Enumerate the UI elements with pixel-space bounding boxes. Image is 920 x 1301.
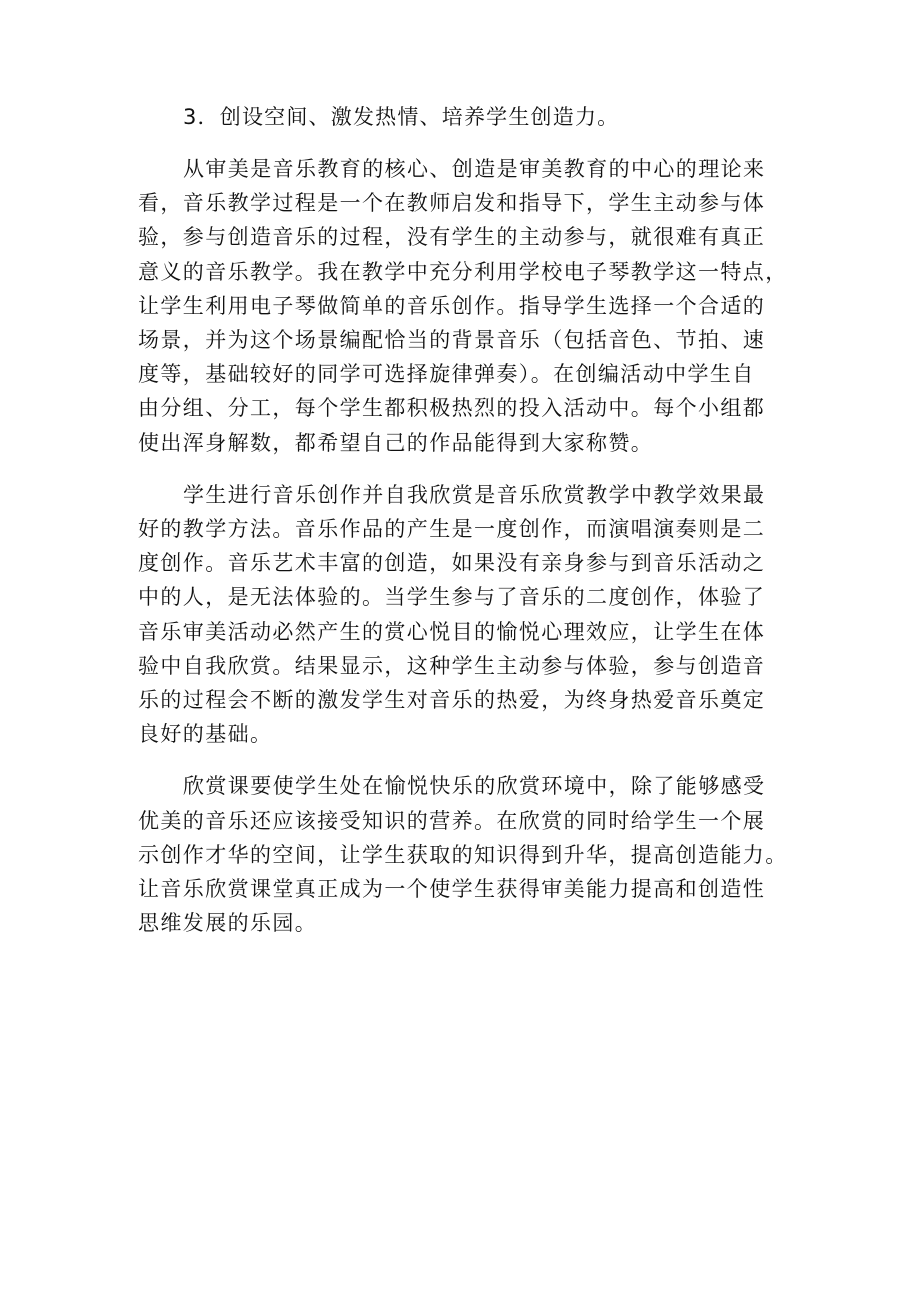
paragraph-line: 学生进行音乐创作并自我欣赏是音乐欣赏教学中教学效果最 xyxy=(183,482,766,507)
paragraph-line: 度创作。音乐艺术丰富的创造，如果没有亲身参与到音乐活动之 xyxy=(138,551,766,576)
paragraph-line: 场景，并为这个场景编配恰当的背景音乐（包括音色、节拍、速 xyxy=(138,328,766,353)
paragraph-line: 让学生利用电子琴做简单的音乐创作。指导学生选择一个合适的 xyxy=(138,293,766,318)
section-heading: 3．创设空间、激发热情、培养学生创造力。 xyxy=(183,105,620,129)
paragraph-1 xyxy=(138,152,792,460)
paragraph-line: 中的人，是无法体验的。当学生参与了音乐的二度创作，体验了 xyxy=(138,585,766,610)
paragraph-line: 示创作才华的空间，让学生获取的知识得到升华，提高创造能力。 xyxy=(138,842,788,867)
paragraph-line: 优美的音乐还应该接受知识的营养。在欣赏的同时给学生一个展 xyxy=(138,808,766,833)
document-body xyxy=(138,100,792,958)
paragraph-line: 欣赏课要使学生处在愉悦快乐的欣赏环境中，除了能够感受 xyxy=(183,774,766,799)
paragraph-line: 由分组、分工，每个学生都积极热烈的投入活动中。每个小组都 xyxy=(138,396,766,421)
paragraph-line: 度等，基础较好的同学可选择旋律弹奏）。在创编活动中学生自 xyxy=(138,362,755,387)
paragraph-line: 良好的基础。 xyxy=(138,722,273,747)
paragraph-line: 验中自我欣赏。结果显示，这种学生主动参与体验，参与创造音 xyxy=(138,653,766,678)
paragraph-3 xyxy=(138,769,792,940)
paragraph-line: 验，参与创造音乐的过程，没有学生的主动参与，就很难有真正 xyxy=(138,225,766,250)
paragraph-line: 让音乐欣赏课堂真正成为一个使学生获得审美能力提高和创造性 xyxy=(138,877,766,902)
paragraph-line: 意义的音乐教学。我在教学中充分利用学校电子琴教学这一特点， xyxy=(138,259,788,284)
paragraph-line: 音乐审美活动必然产生的赏心悦目的愉悦心理效应，让学生在体 xyxy=(138,619,766,644)
paragraph-line: 使出浑身解数，都希望自己的作品能得到大家称赞。 xyxy=(138,430,654,455)
paragraph-line: 看，音乐教学过程是一个在教师启发和指导下，学生主动参与体 xyxy=(138,191,766,216)
paragraph-line: 思维发展的乐园。 xyxy=(138,911,318,936)
paragraph-line: 从审美是音乐教育的核心、创造是审美教育的中心的理论来 xyxy=(183,157,766,181)
paragraph-line: 乐的过程会不断的激发学生对音乐的热爱，为终身热爱音乐奠定 xyxy=(138,688,766,713)
paragraph-line: 好的教学方法。音乐作品的产生是一度创作，而演唱演奏则是二 xyxy=(138,517,766,542)
paragraph-2 xyxy=(138,478,792,752)
